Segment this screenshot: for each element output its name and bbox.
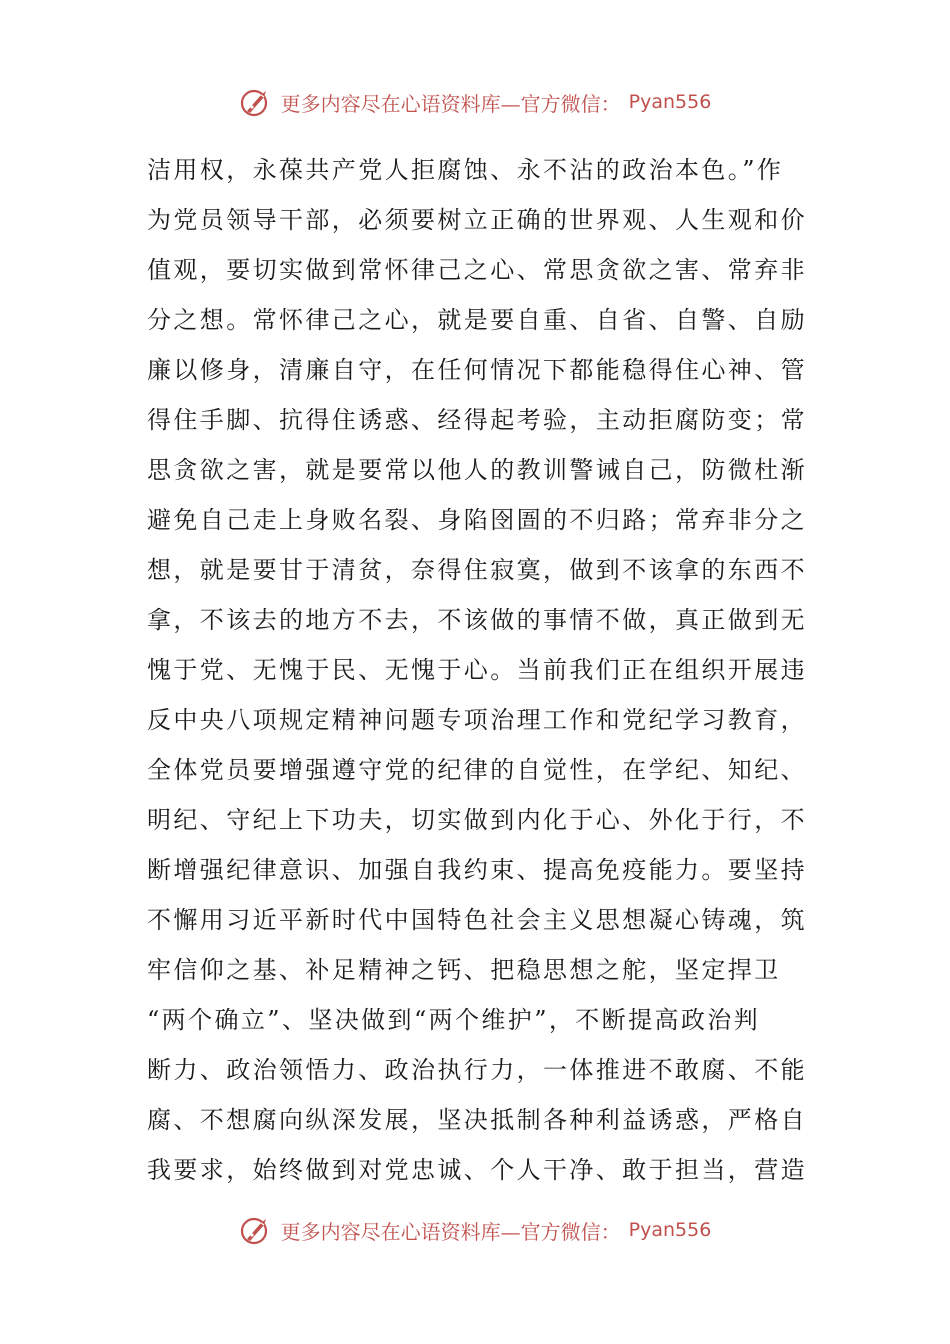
body-text-line: 廉以修身，清廉自守，在任何情况下都能稳得住心神、管: [147, 356, 807, 384]
body-text-line: 为党员领导干部，必须要树立正确的世界观、人生观和价: [147, 206, 807, 234]
watermark-text: 更多内容尽在心语资料库—官方微信：: [280, 91, 621, 116]
body-text-line: 腐、不想腐向纵深发展，坚决抵制各种利益诱惑，严格自: [147, 1106, 807, 1134]
watermark-text: 更多内容尽在心语资料库—官方微信：: [280, 1219, 621, 1244]
body-text-line: 我要求，始终做到对党忠诚、个人干净、敢于担当，营造: [147, 1156, 807, 1184]
body-text-line: 得住手脚、抗得住诱惑、经得起考验，主动拒腐防变；常: [147, 406, 807, 434]
body-text-line: 明纪、守纪上下功夫，切实做到内化于心、外化于行，不: [147, 806, 807, 834]
body-text-line: 拿，不该去的地方不去，不该做的事情不做，真正做到无: [147, 606, 807, 634]
body-text-line: 不懈用习近平新时代中国特色社会主义思想凝心铸魂，筑: [147, 906, 807, 934]
watermark-account: Pyan556: [628, 1219, 712, 1241]
body-text-line: 反中央八项规定精神问题专项治理工作和党纪学习教育，: [147, 706, 807, 734]
pen-nib-logo-icon: [239, 1213, 273, 1247]
body-text-line: 牢信仰之基、补足精神之钙、把稳思想之舵，坚定捍卫: [147, 956, 781, 984]
footer-watermark: [0, 1210, 950, 1250]
body-text-line: 洁用权，永葆共产党人拒腐蚀、永不沾的政治本色。”作: [147, 156, 784, 184]
body-text-line: “两个确立”、坚决做到“两个维护”，不断提高政治判: [147, 1006, 761, 1034]
watermark-account: Pyan556: [628, 91, 712, 113]
body-text-line: 想，就是要甘于清贫，奈得住寂寞，做到不该拿的东西不: [147, 556, 807, 584]
document-body: [147, 145, 807, 1195]
body-text-line: 愧于党、无愧于民、无愧于心。当前我们正在组织开展违: [147, 656, 807, 684]
body-text-line: 全体党员要增强遵守党的纪律的自觉性，在学纪、知纪、: [147, 756, 807, 784]
pen-nib-logo-icon: [239, 85, 273, 119]
body-text-line: 断力、政治领悟力、政治执行力，一体推进不敢腐、不能: [147, 1056, 807, 1084]
body-text-line: 思贪欲之害，就是要常以他人的教训警诫自己，防微杜渐: [147, 456, 807, 484]
body-text-line: 断增强纪律意识、加强自我约束、提高免疫能力。要坚持: [147, 856, 807, 884]
header-watermark: [0, 82, 950, 122]
body-text-line: 值观，要切实做到常怀律己之心、常思贪欲之害、常弃非: [147, 256, 807, 284]
body-text-line: 避免自己走上身败名裂、身陷囹圄的不归路；常弃非分之: [147, 506, 807, 534]
body-text-line: 分之想。常怀律己之心，就是要自重、自省、自警、自励: [147, 306, 807, 334]
